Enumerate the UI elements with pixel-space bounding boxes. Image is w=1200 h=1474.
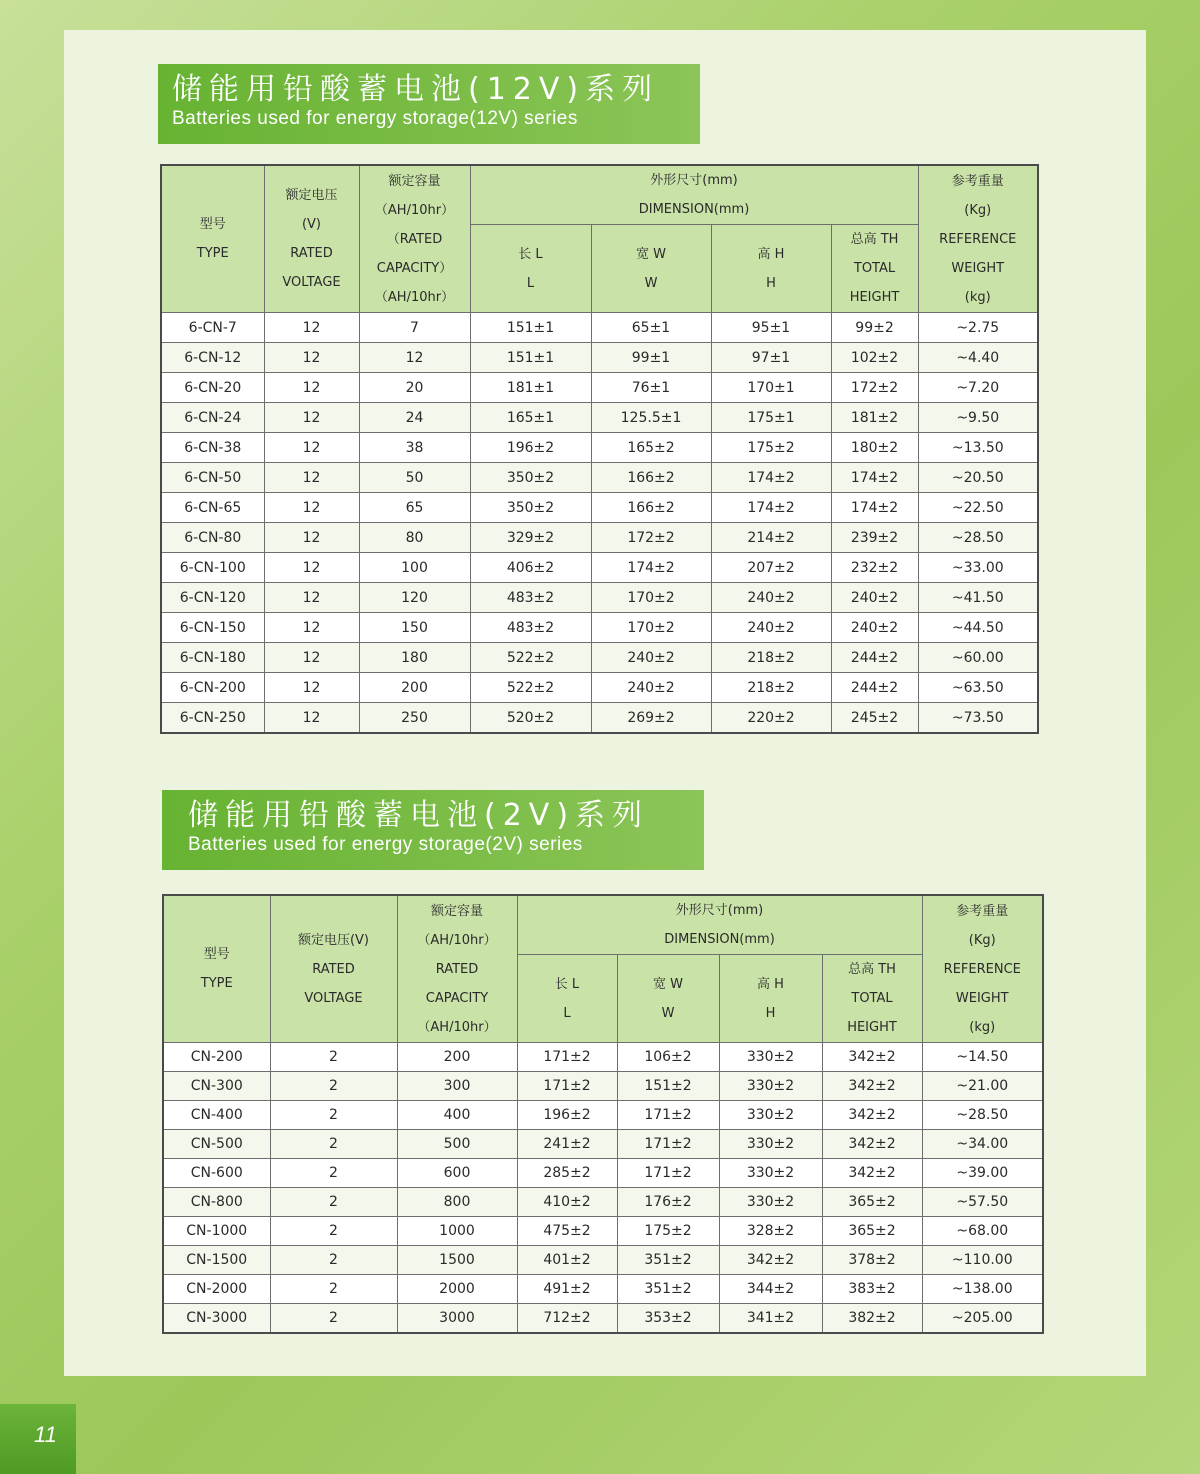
cell-model: 6-CN-100	[161, 553, 264, 583]
cell-model: CN-1500	[163, 1246, 270, 1275]
table-row	[161, 583, 1038, 613]
table-row	[161, 703, 1038, 734]
table-row	[161, 463, 1038, 493]
cell-height: 170±1	[711, 373, 831, 403]
cell-rated-voltage: 2	[270, 1304, 397, 1334]
table-row	[163, 1130, 1043, 1159]
cell-total-height: 244±2	[831, 643, 918, 673]
table-row	[163, 1188, 1043, 1217]
cell-width: 170±2	[591, 613, 711, 643]
cell-rated-voltage: 2	[270, 1101, 397, 1130]
cell-height: 328±2	[719, 1217, 822, 1246]
cell-width: 106±2	[617, 1043, 719, 1072]
cell-rated-capacity: 250	[359, 703, 470, 734]
cell-length: 350±2	[470, 493, 591, 523]
cell-length: 483±2	[470, 583, 591, 613]
cell-width: 125.5±1	[591, 403, 711, 433]
cell-rated-voltage: 12	[264, 433, 359, 463]
table-row	[163, 1246, 1043, 1275]
cell-rated-capacity: 200	[397, 1043, 517, 1072]
cell-rated-voltage: 2	[270, 1043, 397, 1072]
cell-reference-weight: ~68.00	[922, 1217, 1043, 1246]
cell-rated-voltage: 12	[264, 613, 359, 643]
cell-total-height: 174±2	[831, 493, 918, 523]
table-body-2v	[163, 1043, 1043, 1334]
cell-width: 166±2	[591, 463, 711, 493]
cell-model: CN-200	[163, 1043, 270, 1072]
cell-height: 341±2	[719, 1304, 822, 1334]
cell-length: 196±2	[470, 433, 591, 463]
cell-width: 171±2	[617, 1130, 719, 1159]
cell-length: 522±2	[470, 643, 591, 673]
cell-rated-capacity: 150	[359, 613, 470, 643]
cell-rated-voltage: 12	[264, 463, 359, 493]
cell-model: CN-400	[163, 1101, 270, 1130]
cell-total-height: 102±2	[831, 343, 918, 373]
cell-length: 241±2	[517, 1130, 617, 1159]
cell-length: 475±2	[517, 1217, 617, 1246]
cell-height: 175±2	[711, 433, 831, 463]
cell-height: 330±2	[719, 1159, 822, 1188]
cell-rated-voltage: 2	[270, 1217, 397, 1246]
cell-width: 76±1	[591, 373, 711, 403]
cell-model: 6-CN-20	[161, 373, 264, 403]
table-row	[161, 553, 1038, 583]
cell-height: 174±2	[711, 493, 831, 523]
cell-length: 520±2	[470, 703, 591, 734]
cell-height: 330±2	[719, 1188, 822, 1217]
cell-model: CN-3000	[163, 1304, 270, 1334]
cell-width: 171±2	[617, 1159, 719, 1188]
cell-rated-capacity: 1000	[397, 1217, 517, 1246]
cell-rated-capacity: 80	[359, 523, 470, 553]
header-length: 长 L L	[517, 955, 617, 1043]
cell-total-height: 99±2	[831, 313, 918, 343]
table-row	[161, 313, 1038, 343]
cell-width: 240±2	[591, 643, 711, 673]
cell-length: 171±2	[517, 1043, 617, 1072]
cell-reference-weight: ~138.00	[922, 1275, 1043, 1304]
cell-rated-voltage: 12	[264, 373, 359, 403]
cell-reference-weight: ~13.50	[918, 433, 1038, 463]
cell-rated-capacity: 1500	[397, 1246, 517, 1275]
table-row	[161, 493, 1038, 523]
cell-rated-capacity: 2000	[397, 1275, 517, 1304]
cell-rated-voltage: 12	[264, 673, 359, 703]
cell-reference-weight: ~110.00	[922, 1246, 1043, 1275]
cell-width: 171±2	[617, 1101, 719, 1130]
table-row	[161, 343, 1038, 373]
cell-length: 151±1	[470, 313, 591, 343]
header-width: 宽 W W	[591, 225, 711, 313]
cell-reference-weight: ~2.75	[918, 313, 1038, 343]
cell-model: 6-CN-250	[161, 703, 264, 734]
header-height: 高 H H	[719, 955, 822, 1043]
header-type: 型号 TYPE	[163, 895, 270, 1043]
cell-rated-voltage: 12	[264, 643, 359, 673]
cell-model: 6-CN-12	[161, 343, 264, 373]
cell-rated-voltage: 12	[264, 313, 359, 343]
cell-total-height: 365±2	[822, 1217, 922, 1246]
cell-total-height: 342±2	[822, 1159, 922, 1188]
cell-reference-weight: ~14.50	[922, 1043, 1043, 1072]
cell-height: 330±2	[719, 1101, 822, 1130]
cell-width: 165±2	[591, 433, 711, 463]
cell-total-height: 245±2	[831, 703, 918, 734]
cell-length: 196±2	[517, 1101, 617, 1130]
cell-length: 285±2	[517, 1159, 617, 1188]
cell-rated-voltage: 2	[270, 1072, 397, 1101]
cell-reference-weight: ~63.50	[918, 673, 1038, 703]
cell-length: 171±2	[517, 1072, 617, 1101]
cell-height: 220±2	[711, 703, 831, 734]
cell-width: 353±2	[617, 1304, 719, 1334]
cell-rated-capacity: 3000	[397, 1304, 517, 1334]
cell-reference-weight: ~22.50	[918, 493, 1038, 523]
cell-rated-capacity: 120	[359, 583, 470, 613]
section-title-zh: 储能用铅酸蓄电池(2V)系列	[188, 798, 650, 833]
cell-length: 483±2	[470, 613, 591, 643]
table-row	[161, 613, 1038, 643]
cell-height: 214±2	[711, 523, 831, 553]
cell-total-height: 342±2	[822, 1130, 922, 1159]
table-row	[161, 403, 1038, 433]
cell-width: 170±2	[591, 583, 711, 613]
cell-rated-voltage: 12	[264, 493, 359, 523]
cell-reference-weight: ~28.50	[918, 523, 1038, 553]
cell-rated-voltage: 2	[270, 1130, 397, 1159]
cell-rated-capacity: 180	[359, 643, 470, 673]
header-rated-voltage: 额定电压 (V) RATED VOLTAGE	[264, 165, 359, 313]
cell-total-height: 240±2	[831, 613, 918, 643]
cell-total-height: 378±2	[822, 1246, 922, 1275]
header-reference-weight: 参考重量 (Kg) REFERENCE WEIGHT (kg)	[922, 895, 1043, 1043]
spec-table-12v	[160, 164, 1039, 734]
cell-rated-voltage: 2	[270, 1246, 397, 1275]
cell-reference-weight: ~20.50	[918, 463, 1038, 493]
cell-width: 151±2	[617, 1072, 719, 1101]
cell-height: 330±2	[719, 1072, 822, 1101]
cell-height: 330±2	[719, 1130, 822, 1159]
cell-height: 218±2	[711, 643, 831, 673]
cell-width: 176±2	[617, 1188, 719, 1217]
cell-height: 344±2	[719, 1275, 822, 1304]
cell-length: 712±2	[517, 1304, 617, 1334]
cell-rated-capacity: 100	[359, 553, 470, 583]
cell-model: 6-CN-24	[161, 403, 264, 433]
table-row	[163, 1159, 1043, 1188]
cell-rated-capacity: 500	[397, 1130, 517, 1159]
cell-width: 269±2	[591, 703, 711, 734]
table-row	[161, 643, 1038, 673]
header-rated-capacity: 额定容量 （AH/10hr） RATED CAPACITY （AH/10hr）	[397, 895, 517, 1043]
table-body-12v	[161, 313, 1038, 734]
cell-total-height: 239±2	[831, 523, 918, 553]
cell-model: CN-300	[163, 1072, 270, 1101]
cell-height: 175±1	[711, 403, 831, 433]
cell-rated-capacity: 600	[397, 1159, 517, 1188]
cell-reference-weight: ~41.50	[918, 583, 1038, 613]
cell-reference-weight: ~205.00	[922, 1304, 1043, 1334]
table-row	[161, 523, 1038, 553]
cell-total-height: 342±2	[822, 1043, 922, 1072]
cell-model: 6-CN-200	[161, 673, 264, 703]
cell-rated-capacity: 7	[359, 313, 470, 343]
cell-reference-weight: ~60.00	[918, 643, 1038, 673]
cell-height: 95±1	[711, 313, 831, 343]
cell-height: 330±2	[719, 1043, 822, 1072]
cell-rated-capacity: 400	[397, 1101, 517, 1130]
cell-rated-voltage: 2	[270, 1188, 397, 1217]
cell-reference-weight: ~21.00	[922, 1072, 1043, 1101]
cell-model: 6-CN-120	[161, 583, 264, 613]
cell-width: 175±2	[617, 1217, 719, 1246]
cell-reference-weight: ~44.50	[918, 613, 1038, 643]
cell-reference-weight: ~9.50	[918, 403, 1038, 433]
cell-rated-capacity: 24	[359, 403, 470, 433]
table-row	[163, 1043, 1043, 1072]
cell-width: 172±2	[591, 523, 711, 553]
cell-height: 240±2	[711, 613, 831, 643]
table-row	[163, 1304, 1043, 1334]
cell-height: 207±2	[711, 553, 831, 583]
cell-height: 240±2	[711, 583, 831, 613]
cell-rated-voltage: 2	[270, 1159, 397, 1188]
cell-length: 151±1	[470, 343, 591, 373]
cell-height: 174±2	[711, 463, 831, 493]
header-reference-weight: 参考重量 (Kg) REFERENCE WEIGHT (kg)	[918, 165, 1038, 313]
cell-rated-capacity: 200	[359, 673, 470, 703]
cell-total-height: 180±2	[831, 433, 918, 463]
cell-model: 6-CN-180	[161, 643, 264, 673]
header-rated-capacity: 额定容量 （AH/10hr） （RATED CAPACITY） （AH/10hr）	[359, 165, 470, 313]
cell-model: 6-CN-7	[161, 313, 264, 343]
cell-total-height: 365±2	[822, 1188, 922, 1217]
cell-rated-capacity: 20	[359, 373, 470, 403]
cell-rated-capacity: 50	[359, 463, 470, 493]
cell-length: 329±2	[470, 523, 591, 553]
cell-width: 174±2	[591, 553, 711, 583]
header-type: 型号 TYPE	[161, 165, 264, 313]
cell-total-height: 181±2	[831, 403, 918, 433]
cell-length: 165±1	[470, 403, 591, 433]
cell-total-height: 342±2	[822, 1072, 922, 1101]
cell-total-height: 232±2	[831, 553, 918, 583]
cell-rated-voltage: 2	[270, 1275, 397, 1304]
cell-length: 350±2	[470, 463, 591, 493]
table-row	[161, 433, 1038, 463]
cell-total-height: 244±2	[831, 673, 918, 703]
cell-reference-weight: ~4.40	[918, 343, 1038, 373]
cell-model: 6-CN-50	[161, 463, 264, 493]
cell-width: 351±2	[617, 1246, 719, 1275]
cell-reference-weight: ~73.50	[918, 703, 1038, 734]
cell-total-height: 342±2	[822, 1101, 922, 1130]
cell-length: 401±2	[517, 1246, 617, 1275]
cell-height: 218±2	[711, 673, 831, 703]
cell-rated-capacity: 12	[359, 343, 470, 373]
cell-rated-voltage: 12	[264, 403, 359, 433]
section-banner-2v	[162, 790, 704, 870]
cell-total-height: 172±2	[831, 373, 918, 403]
cell-rated-capacity: 300	[397, 1072, 517, 1101]
cell-reference-weight: ~7.20	[918, 373, 1038, 403]
cell-rated-capacity: 800	[397, 1188, 517, 1217]
cell-reference-weight: ~39.00	[922, 1159, 1043, 1188]
table-row	[161, 373, 1038, 403]
table-row	[161, 673, 1038, 703]
table-row	[163, 1217, 1043, 1246]
header-length: 长 L L	[470, 225, 591, 313]
header-width: 宽 W W	[617, 955, 719, 1043]
cell-rated-voltage: 12	[264, 553, 359, 583]
cell-rated-voltage: 12	[264, 523, 359, 553]
cell-reference-weight: ~33.00	[918, 553, 1038, 583]
cell-model: CN-2000	[163, 1275, 270, 1304]
cell-model: 6-CN-150	[161, 613, 264, 643]
cell-rated-voltage: 12	[264, 583, 359, 613]
header-height: 高 H H	[711, 225, 831, 313]
section-banner-12v	[158, 64, 700, 144]
header-dimension: 外形尺寸(mm) DIMENSION(mm)	[517, 895, 922, 955]
cell-length: 181±1	[470, 373, 591, 403]
cell-height: 97±1	[711, 343, 831, 373]
cell-reference-weight: ~28.50	[922, 1101, 1043, 1130]
cell-total-height: 383±2	[822, 1275, 922, 1304]
cell-rated-voltage: 12	[264, 703, 359, 734]
cell-height: 342±2	[719, 1246, 822, 1275]
cell-reference-weight: ~57.50	[922, 1188, 1043, 1217]
section-title-en: Batteries used for energy storage(2V) series	[188, 834, 583, 855]
cell-rated-capacity: 38	[359, 433, 470, 463]
table-row	[163, 1275, 1043, 1304]
cell-length: 522±2	[470, 673, 591, 703]
cell-total-height: 240±2	[831, 583, 918, 613]
header-dimension: 外形尺寸(mm) DIMENSION(mm)	[470, 165, 918, 225]
section-title-zh: 储能用铅酸蓄电池(12V)系列	[172, 72, 660, 107]
cell-rated-capacity: 65	[359, 493, 470, 523]
header-rated-voltage: 额定电压(V) RATED VOLTAGE	[270, 895, 397, 1043]
cell-model: 6-CN-80	[161, 523, 264, 553]
cell-rated-voltage: 12	[264, 343, 359, 373]
header-total-height: 总高 TH TOTAL HEIGHT	[822, 955, 922, 1043]
cell-model: 6-CN-65	[161, 493, 264, 523]
header-total-height: 总高 TH TOTAL HEIGHT	[831, 225, 918, 313]
table-row	[163, 1101, 1043, 1130]
spec-table-2v	[162, 894, 1044, 1334]
cell-width: 166±2	[591, 493, 711, 523]
table-row	[163, 1072, 1043, 1101]
cell-total-height: 382±2	[822, 1304, 922, 1334]
cell-model: 6-CN-38	[161, 433, 264, 463]
cell-length: 410±2	[517, 1188, 617, 1217]
cell-length: 491±2	[517, 1275, 617, 1304]
cell-model: CN-500	[163, 1130, 270, 1159]
page-number: 11	[0, 1404, 76, 1474]
cell-width: 99±1	[591, 343, 711, 373]
cell-length: 406±2	[470, 553, 591, 583]
cell-width: 351±2	[617, 1275, 719, 1304]
section-title-en: Batteries used for energy storage(12V) series	[172, 108, 578, 129]
cell-reference-weight: ~34.00	[922, 1130, 1043, 1159]
cell-model: CN-1000	[163, 1217, 270, 1246]
cell-width: 65±1	[591, 313, 711, 343]
cell-model: CN-600	[163, 1159, 270, 1188]
cell-width: 240±2	[591, 673, 711, 703]
cell-total-height: 174±2	[831, 463, 918, 493]
cell-model: CN-800	[163, 1188, 270, 1217]
